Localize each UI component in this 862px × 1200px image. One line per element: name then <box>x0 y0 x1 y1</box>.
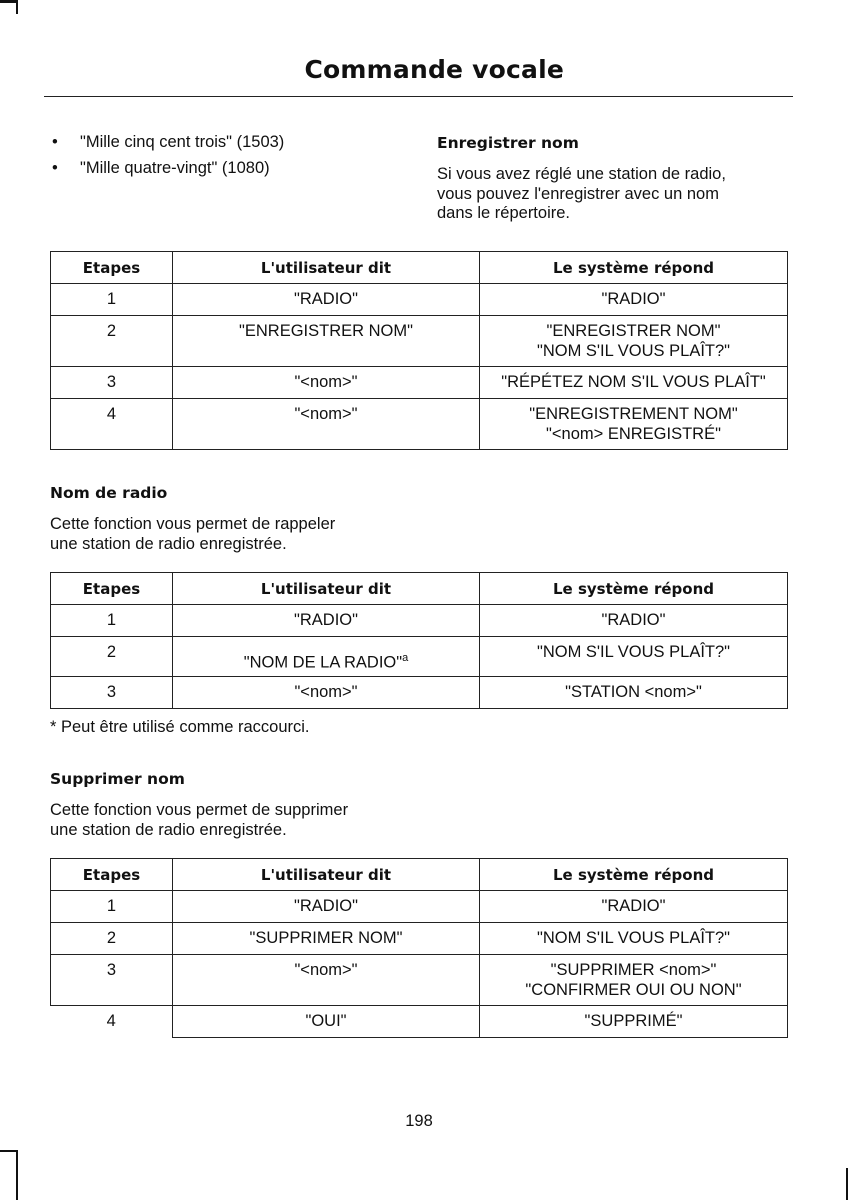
step-cell: 2 <box>51 923 173 955</box>
section-text-enregistrer: Si vous avez réglé une station de radio, vous pouvez l'enregistrer avec un nom dans le répertoire. <box>437 165 726 222</box>
section-text-nom-radio: Cette fonction vous permet de rappeler une station de radio enregistrée. <box>50 515 336 553</box>
crop-mark-bottom-right <box>846 1168 848 1200</box>
system-response-cell: "RADIO" <box>480 891 788 923</box>
bullet-item: • "Mille cinq cent trois" (1503) <box>50 133 284 159</box>
table-row <box>51 367 788 399</box>
table-row <box>51 316 788 367</box>
column-header: Etapes <box>51 859 173 891</box>
table-row <box>51 1006 788 1038</box>
column-header: Le système répond <box>480 859 788 891</box>
column-header: L'utilisateur dit <box>173 859 480 891</box>
system-response-cell: "RADIO" <box>480 605 788 637</box>
table-row <box>51 284 788 316</box>
user-says-cell <box>173 637 480 677</box>
table-row <box>51 891 788 923</box>
system-response-cell: "NOM S'IL VOUS PLAÎT?" <box>480 637 788 677</box>
step-cell: 1 <box>51 891 173 923</box>
table-row <box>51 605 788 637</box>
user-says-cell: "ENREGISTRER NOM" <box>173 316 480 367</box>
table-row <box>51 637 788 677</box>
section-heading-supprimer: Supprimer nom <box>50 770 185 788</box>
user-says-cell: "<nom>" <box>173 367 480 399</box>
step-cell: 4 <box>51 399 173 450</box>
system-response-cell: "RÉPÉTEZ NOM S'IL VOUS PLAÎT" <box>480 367 788 399</box>
table-row <box>51 955 788 1006</box>
step-cell: 2 <box>51 637 173 677</box>
page-number: 198 <box>405 1112 433 1130</box>
column-header: L'utilisateur dit <box>173 573 480 605</box>
column-header: Etapes <box>51 252 173 284</box>
system-response-cell: "RADIO" <box>480 284 788 316</box>
section-heading-nom-radio: Nom de radio <box>50 484 168 502</box>
user-says-cell: "<nom>" <box>173 677 480 709</box>
table-row <box>51 677 788 709</box>
footnote: * Peut être utilisé comme raccourci. <box>50 718 310 736</box>
step-cell: 1 <box>51 605 173 637</box>
table-enregistrer <box>50 251 788 450</box>
user-says-cell: "RADIO" <box>173 284 480 316</box>
system-response-cell: "STATION <nom>" <box>480 677 788 709</box>
step-cell: 3 <box>51 955 173 1006</box>
crop-mark-top-left-vertical <box>16 0 18 14</box>
crop-mark-bottom-left-vertical <box>16 1150 18 1200</box>
step-cell: 3 <box>51 677 173 709</box>
title-rule <box>44 96 793 97</box>
user-says-cell: "RADIO" <box>173 891 480 923</box>
user-says-cell: "<nom>" <box>173 955 480 1006</box>
table-row <box>51 923 788 955</box>
user-says-cell: "OUI" <box>173 1006 480 1038</box>
table-row <box>51 399 788 450</box>
system-response-cell: "NOM S'IL VOUS PLAÎT?" <box>480 923 788 955</box>
user-says-cell: "<nom>" <box>173 399 480 450</box>
column-header: L'utilisateur dit <box>173 252 480 284</box>
table-supprimer <box>50 858 788 1038</box>
step-cell: 1 <box>51 284 173 316</box>
section-heading-enregistrer: Enregistrer nom <box>437 134 579 152</box>
user-says-text: "NOM DE LA RADIO" <box>243 653 403 672</box>
bullet-list <box>50 133 284 185</box>
system-response-cell: "ENREGISTREMENT NOM" "<nom> ENREGISTRÉ" <box>480 399 788 450</box>
system-response-cell: "SUPPRIMÉ" <box>480 1006 788 1038</box>
step-cell: 2 <box>51 316 173 367</box>
step-cell: 4 <box>51 1006 173 1038</box>
section-text-supprimer: Cette fonction vous permet de supprimer une station de radio enregistrée. <box>50 801 349 839</box>
footnote-marker: a <box>402 652 409 664</box>
table-nom-radio <box>50 572 788 709</box>
user-says-cell: "RADIO" <box>173 605 480 637</box>
table-header-row <box>51 573 788 605</box>
bullet-item: • "Mille quatre-vingt" (1080) <box>50 159 284 185</box>
table-header-row <box>51 252 788 284</box>
page-title: Commande vocale <box>304 55 564 84</box>
column-header: Le système répond <box>480 252 788 284</box>
column-header: Le système répond <box>480 573 788 605</box>
system-response-cell: "SUPPRIMER <nom>" "CONFIRMER OUI OU NON" <box>480 955 788 1006</box>
user-says-cell: "SUPPRIMER NOM" <box>173 923 480 955</box>
column-header: Etapes <box>51 573 173 605</box>
step-cell: 3 <box>51 367 173 399</box>
table-header-row <box>51 859 788 891</box>
system-response-cell: "ENREGISTRER NOM" "NOM S'IL VOUS PLAÎT?" <box>480 316 788 367</box>
